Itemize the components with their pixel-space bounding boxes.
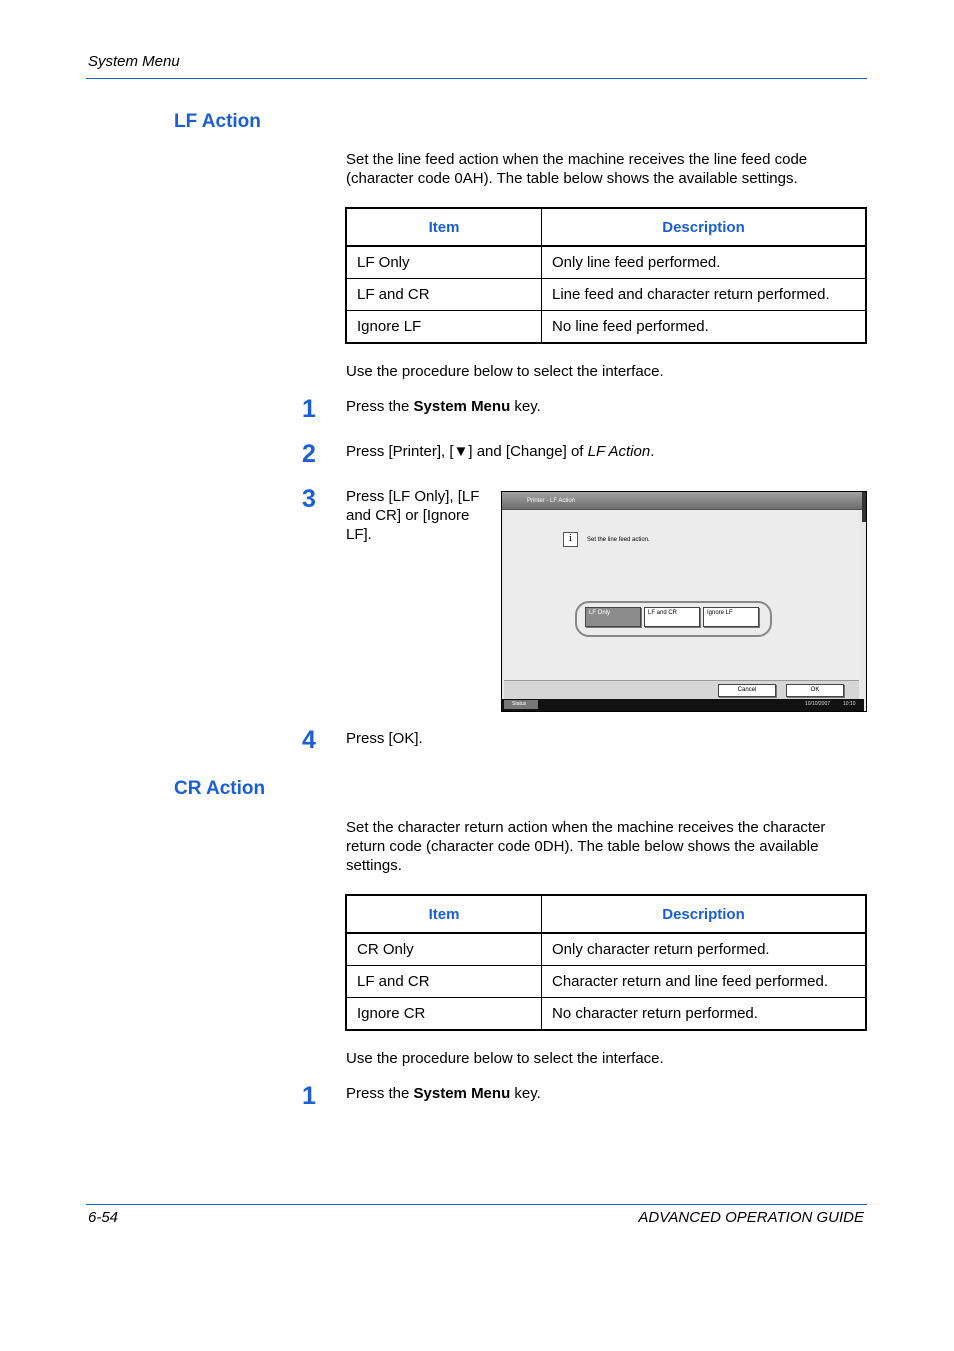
table-row <box>346 998 866 1031</box>
step-number: 2 <box>302 440 316 468</box>
table-header-description: Description <box>542 895 867 933</box>
table-row <box>346 311 866 344</box>
screen-title: Printer - LF Action <box>527 498 576 504</box>
table-cell-item: LF and CR <box>346 966 542 998</box>
lf-action-screen <box>501 491 867 712</box>
system-menu-key-label: System Menu <box>413 1085 511 1102</box>
step-text-part: . <box>650 443 655 460</box>
table-cell-description: No line feed performed. <box>542 311 867 344</box>
table-cell-description: Character return and line feed performed. <box>542 966 867 998</box>
cr-procedure-text: Use the procedure below to select the interface. <box>346 1050 664 1067</box>
table-row <box>346 966 866 998</box>
cr-action-intro: Set the character return action when the machine receives the character return code (character code 0DH). The table below shows the available settings. <box>346 819 826 874</box>
table-header-item: Item <box>346 208 542 246</box>
lf-action-reference: LF Action <box>587 443 651 460</box>
header-rule <box>86 78 867 79</box>
cr-action-heading: CR Action <box>174 778 266 799</box>
table-header-row <box>346 208 866 246</box>
lf-and-cr-button[interactable]: LF and CR <box>644 607 700 627</box>
footer-rule <box>86 1204 867 1205</box>
step-text-part: key. <box>510 398 541 415</box>
option-button-group <box>575 601 772 637</box>
table-cell-description: Only character return performed. <box>542 933 867 966</box>
screen-message: Set the line feed action. <box>587 537 650 543</box>
lf-procedure-text: Use the procedure below to select the interface. <box>346 363 664 380</box>
step-text: Press [OK]. <box>346 730 423 747</box>
lf-action-table <box>345 207 867 344</box>
info-icon: i <box>563 532 578 547</box>
table-row <box>346 246 866 279</box>
status-bar <box>502 699 864 711</box>
status-time: 10:10 <box>843 701 856 707</box>
step-number: 1 <box>302 395 316 423</box>
lf-action-intro: Set the line feed action when the machine receives the line feed code (character code 0AH). The table below shows the available settings. <box>346 151 808 187</box>
cancel-button[interactable]: Cancel <box>718 684 776 697</box>
table-cell-item: LF Only <box>346 246 542 279</box>
ignore-lf-button[interactable]: Ignore LF <box>703 607 759 627</box>
step-text <box>346 1084 541 1103</box>
step-text-part: Press the <box>346 398 414 415</box>
lf-action-heading: LF Action <box>174 111 261 132</box>
system-menu-key-label: System Menu <box>413 398 511 415</box>
step-text-part: Press [Printer], [▼] and [Change] of <box>346 443 588 460</box>
table-cell-description: No character return performed. <box>542 998 867 1031</box>
table-row <box>346 279 866 311</box>
screen-scrollbar <box>862 492 866 522</box>
screen-action-bar <box>504 680 859 700</box>
step-text <box>346 442 654 461</box>
cr-action-table <box>345 894 867 1031</box>
step-number: 1 <box>302 1082 316 1110</box>
table-cell-item: LF and CR <box>346 279 542 311</box>
step-text-part: Press the <box>346 1085 414 1102</box>
page-number: 6-54 <box>88 1209 119 1226</box>
step-text <box>346 397 541 416</box>
ok-button[interactable]: OK <box>786 684 844 697</box>
screen-title-bar <box>502 492 862 510</box>
lf-only-button[interactable]: LF Only <box>585 607 641 627</box>
table-cell-item: CR Only <box>346 933 542 966</box>
step-text: Press [LF Only], [LF and CR] or [Ignore LF]. <box>346 488 480 543</box>
table-row <box>346 933 866 966</box>
table-header-row <box>346 895 866 933</box>
table-header-item: Item <box>346 895 542 933</box>
table-cell-item: Ignore LF <box>346 311 542 344</box>
step-text-part: key. <box>510 1085 541 1102</box>
table-header-description: Description <box>542 208 867 246</box>
guide-title: ADVANCED OPERATION GUIDE <box>638 1209 864 1226</box>
step-number: 4 <box>302 726 316 754</box>
table-cell-item: Ignore CR <box>346 998 542 1031</box>
status-button[interactable]: Status <box>504 700 538 709</box>
screen-body <box>504 510 859 680</box>
running-header: System Menu <box>88 53 180 70</box>
table-cell-description: Only line feed performed. <box>542 246 867 279</box>
step-number: 3 <box>302 485 316 513</box>
table-cell-description: Line feed and character return performed. <box>542 279 867 311</box>
status-date: 10/10/2007 <box>805 701 831 707</box>
